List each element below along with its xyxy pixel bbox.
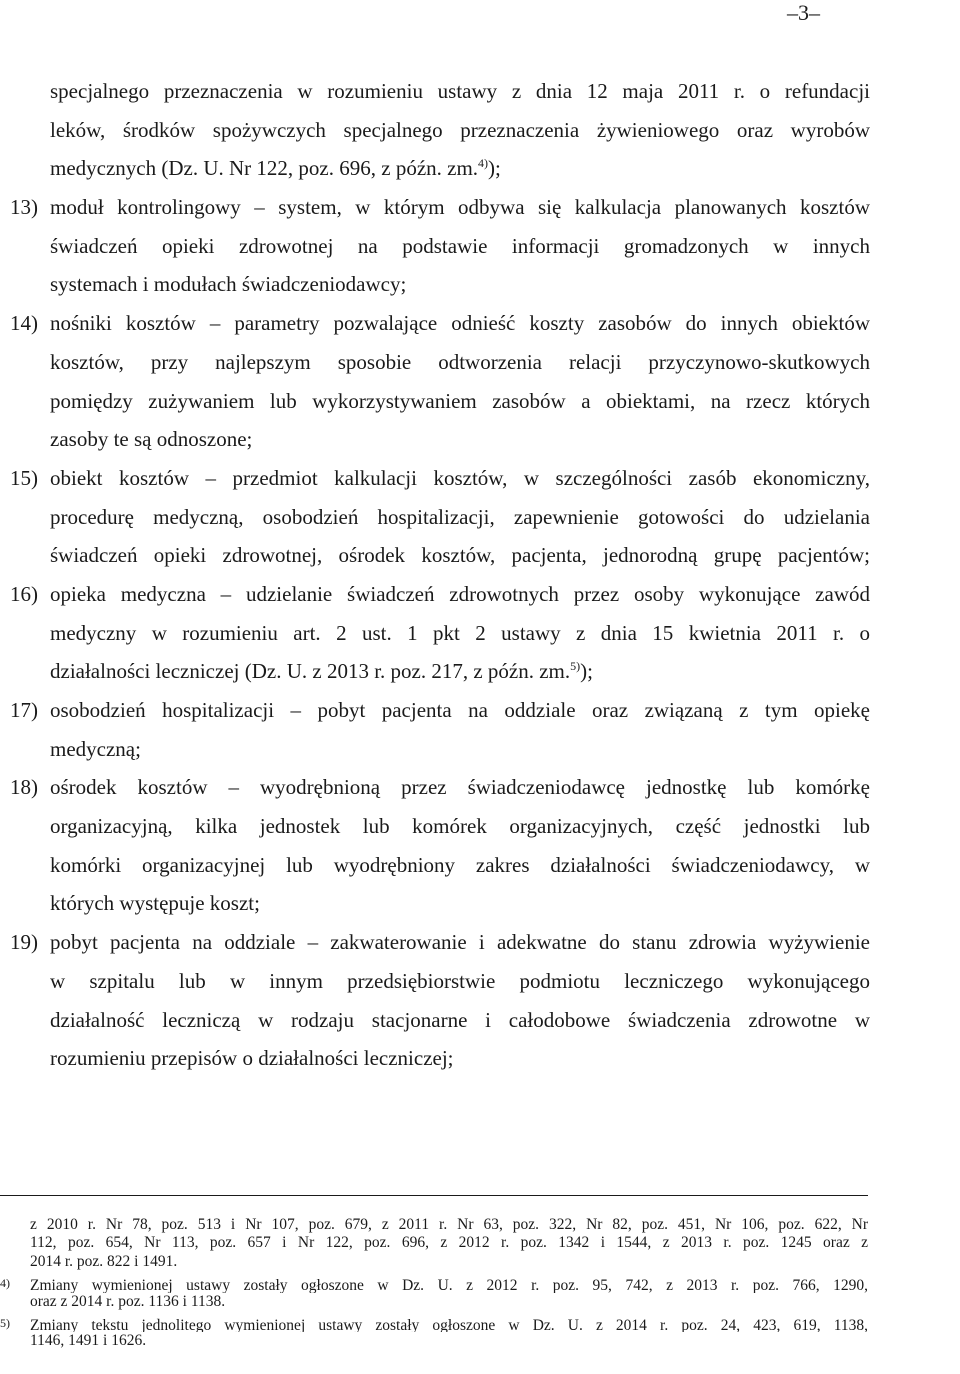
document-body	[10, 72, 870, 1078]
item-number: 13)	[10, 195, 38, 220]
text-line: specjalnego przeznaczenia w rozumieniu ustawy z dnia 12 maja 2011 r. o refundacji	[50, 79, 870, 103]
text-segment: ośrodek kosztów – wyodrębnioną przez świadczeniodawcę jednostkę lub komórkę	[50, 775, 870, 800]
text-segment: Zmiany wymienionej ustawy zostały ogłoszone w Dz. U. z 2012 r. poz. 95, 742, z 2013 r. poz. 766, 1290,	[30, 1277, 868, 1293]
item-number: 15)	[10, 465, 38, 490]
text-segment: );	[488, 156, 501, 181]
text-line: pomiędzy zużywaniem lub wykorzystywaniem zasobów a obiektami, na rzecz których	[50, 388, 870, 413]
item-number: 17)	[10, 698, 38, 722]
text-line: świadczeń opieki zdrowotnej na podstawie informacji gromadzonych w innych	[50, 233, 870, 258]
footnote-continuation	[0, 1216, 868, 1271]
footnote-ref[interactable]: 4)	[478, 156, 489, 171]
footnote-line	[0, 1314, 868, 1332]
footnote-line: 2014 r. poz. 822 i 1491.	[30, 1252, 178, 1270]
definition-item-15	[10, 459, 870, 575]
definition-item-16	[10, 575, 870, 691]
text-segment: medycznych (Dz. U. Nr 122, poz. 696, z późn. zm.	[50, 156, 479, 181]
definition-item-13	[10, 188, 870, 304]
text-line	[10, 188, 870, 227]
footnote-line: z 2010 r. Nr 78, poz. 513 i Nr 107, poz. 679, z 2011 r. Nr 63, poz. 322, Nr 82, poz. 451, Nr 106, poz. 622, Nr	[30, 1216, 868, 1233]
footnotes	[0, 1216, 868, 1351]
text-line	[10, 459, 870, 498]
text-line: zasoby te są odnoszone;	[50, 427, 253, 452]
footnote-line: 112, poz. 654, Nr 113, poz. 657 i Nr 122, poz. 696, z 2012 r. poz. 1342 i 1544, z 2013 r. poz. 1245 oraz z	[30, 1234, 868, 1252]
text-line	[10, 691, 870, 730]
text-line: działalność leczniczą w rodzaju stacjonarne i całodobowe świadczenia zdrowotne w	[50, 1007, 870, 1032]
footnote-line: oraz z 2014 r. poz. 1136 i 1138.	[30, 1292, 226, 1310]
text-line	[10, 768, 870, 807]
text-segment: Zmiany tekstu jednolitego wymienionej ustawy zostały ogłoszone w Dz. U. z 2014 r. poz. 24, 423, 619, 1138,	[30, 1316, 868, 1333]
text-line: rozumieniu przepisów o działalności leczniczej;	[50, 1046, 454, 1071]
item-number: 19)	[10, 930, 38, 955]
text-line	[10, 304, 870, 343]
definition-item-17	[10, 691, 870, 768]
text-line: których występuje koszt;	[50, 891, 260, 916]
footnote-5	[0, 1314, 868, 1351]
text-line: organizacyjną, kilka jednostek lub komórek organizacyjnych, część jednostki lub	[50, 814, 870, 839]
continuation-paragraph	[10, 72, 870, 188]
item-number: 18)	[10, 775, 38, 800]
text-line: medyczną;	[50, 736, 141, 761]
footnote-marker: 4)	[0, 1276, 10, 1291]
text-line	[10, 923, 870, 962]
text-segment: moduł kontrolingowy – system, w którym odbywa się kalkulacja planowanych kosztów	[50, 195, 870, 220]
text-segment: pobyt pacjenta na oddziale – zakwaterowanie i adekwatne do stanu zdrowia wyżywienie	[50, 930, 870, 955]
footnote-marker: 5)	[0, 1315, 10, 1330]
text-segment: nośniki kosztów – parametry pozwalające odnieść koszty zasobów do innych obiektów	[50, 311, 870, 336]
text-line	[10, 575, 870, 614]
text-segment: opieka medyczna – udzielanie świadczeń zdrowotnych przez osoby wykonujące zawód	[50, 581, 870, 606]
definition-item-18	[10, 768, 870, 923]
item-number: 16)	[10, 581, 38, 606]
text-line: w szpitalu lub w innym przedsiębiorstwie podmiotu leczniczego wykonującego	[50, 968, 870, 993]
text-segment: działalności leczniczej (Dz. U. z 2013 r. poz. 217, z późn. zm.	[50, 659, 571, 684]
text-line: komórki organizacyjnej lub wyodrębniony zakres działalności świadczeniodawcy, w	[50, 852, 870, 877]
item-number: 14)	[10, 311, 38, 336]
footnote-line: 1146, 1491 i 1626.	[30, 1332, 147, 1350]
definition-item-19	[10, 923, 870, 1078]
text-line: systemach i modułach świadczeniodawcy;	[50, 272, 407, 297]
text-line: świadczeń opieki zdrowotnej, ośrodek kosztów, pacjenta, jednorodną grupę pacjentów;	[50, 543, 870, 568]
text-segment: obiekt kosztów – przedmiot kalkulacji kosztów, w szczególności zasób ekonomiczny,	[50, 465, 870, 490]
footnote-divider	[0, 1195, 868, 1196]
page-number: –3–	[787, 0, 820, 25]
text-line: leków, środków spożywczych specjalnego przeznaczenia żywieniowego oraz wyrobów	[50, 117, 870, 142]
footnote-line	[0, 1274, 868, 1292]
text-segment: );	[580, 659, 593, 684]
footnote-ref[interactable]: 5)	[570, 659, 581, 674]
text-line	[10, 652, 870, 691]
text-line: procedurę medyczną, osobodzień hospitalizacji, zapewnienie gotowości do udzielania	[50, 504, 870, 529]
definition-item-14	[10, 304, 870, 459]
text-segment: osobodzień hospitalizacji – pobyt pacjenta na oddziale oraz związaną z tym opiekę	[50, 698, 870, 722]
text-line: medyczny w rozumieniu art. 2 ust. 1 pkt 2 ustawy z dnia 15 kwietnia 2011 r. o	[50, 620, 870, 645]
text-line: kosztów, przy najlepszym sposobie odtworzenia relacji przyczynowo-skutkowych	[50, 349, 870, 374]
text-line	[10, 149, 870, 188]
footnote-4	[0, 1274, 868, 1311]
